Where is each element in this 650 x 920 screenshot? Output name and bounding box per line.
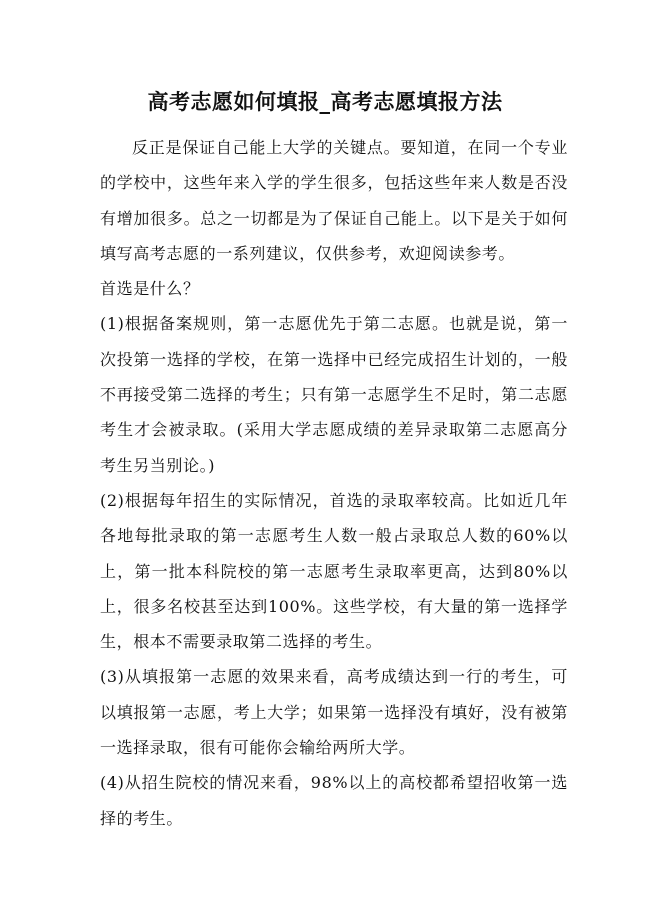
point-3-paragraph: (3)从填报第一志愿的效果来看，高考成绩达到一行的考生，可以填报第一志愿，考上大学；如果第一选择没有填好，没有被第一选择录取，很有可能你会输给两所大学。 (100, 667, 568, 758)
point-1-paragraph: (1)根据备案规则，第一志愿优先于第二志愿。也就是说，第一次投第一选择的学校，在第一选择中已经完成招生计划的，一般不再接受第二选择的考生；只有第一志愿学生不足时，第二志愿考生才会被录取。(采用大学志愿成绩的差异录取第二志愿高分考生另当别论。) (100, 314, 568, 475)
point-4-paragraph: (4)从招生院校的情况来看，98%以上的高校都希望招收第一选择的考生。 (100, 773, 568, 828)
document-body (100, 130, 568, 836)
point-2-paragraph: (2)根据每年招生的实际情况，首选的录取率较高。比如近几年各地每批录取的第一志愿考生人数一般占录取总人数的60%以上，第一批本科院校的第一志愿考生录取率更高，达到80%以上，很多名校甚至达到100%。这些学校，有大量的第一选择学生，根本不需要录取第二选择的考生。 (100, 490, 568, 652)
document-title: 高考志愿如何填报_高考志愿填报方法 (147, 90, 503, 114)
section-heading: 首选是什么？ (100, 279, 200, 299)
intro-paragraph: 反正是保证自己能上大学的关键点。要知道，在同一个专业的学校中，这些年来入学的学生很多，包括这些年来人数是否没有增加很多。总之一切都是为了保证自己能上。以下是关于如何填写高考志愿的一系列建议，仅供参考，欢迎阅读参考。 (100, 138, 568, 263)
